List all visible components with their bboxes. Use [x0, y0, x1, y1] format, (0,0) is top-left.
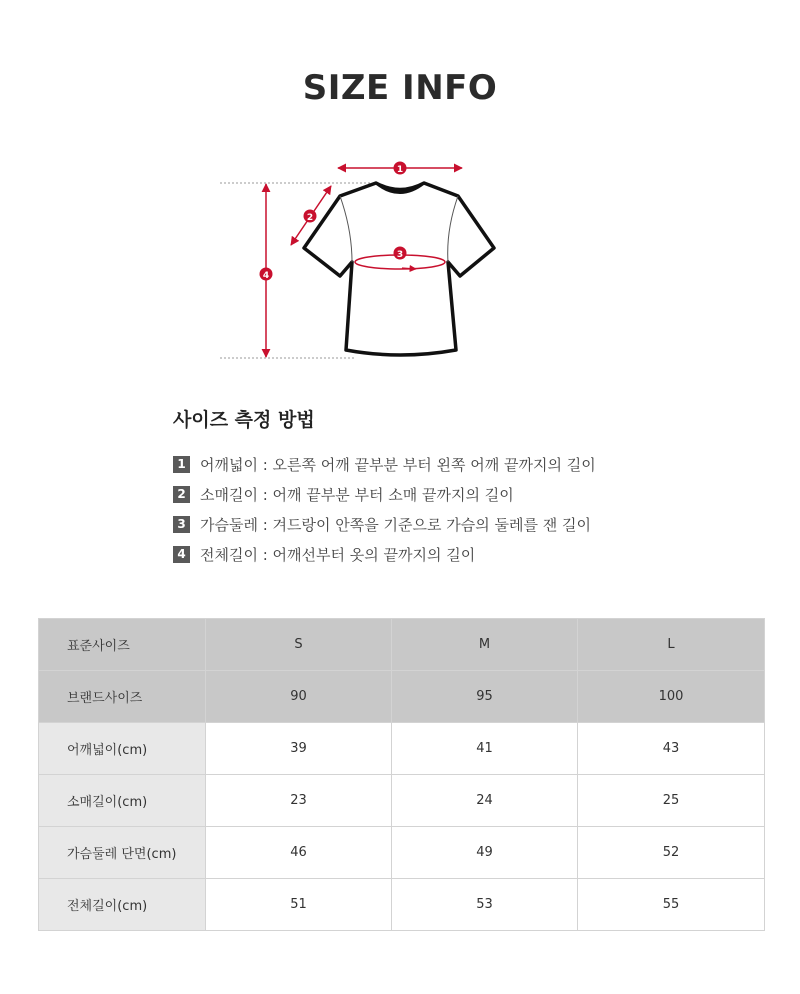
- howto-text: 어깨넓이 : 오른쪽 어깨 끝부분 부터 왼쪽 어깨 끝까지의 길이: [200, 455, 596, 474]
- table-cell: 95: [392, 671, 578, 723]
- table-cell: 49: [392, 827, 578, 879]
- table-cell: 43: [578, 723, 765, 775]
- table-cell: S: [206, 619, 392, 671]
- table-row-label: 소매길이(cm): [39, 775, 206, 827]
- table-cell: M: [392, 619, 578, 671]
- table-row: [39, 827, 765, 879]
- table-row-label: 전체길이(cm): [39, 879, 206, 931]
- table-row: [39, 671, 765, 723]
- table-cell: 52: [578, 827, 765, 879]
- number-badge: 1: [173, 456, 190, 473]
- table-row-label: 브랜드사이즈: [39, 671, 206, 723]
- howto-list: [173, 449, 596, 569]
- table-cell: 90: [206, 671, 392, 723]
- table-cell: 23: [206, 775, 392, 827]
- table-cell: L: [578, 619, 765, 671]
- howto-text: 소매길이 : 어깨 끝부분 부터 소매 끝까지의 길이: [200, 485, 514, 504]
- howto-item: [173, 509, 596, 539]
- table-cell: 24: [392, 775, 578, 827]
- tshirt-measurement-diagram: [200, 150, 510, 370]
- marker-3-label: 3: [396, 250, 404, 260]
- table-cell: 25: [578, 775, 765, 827]
- table-cell: 53: [392, 879, 578, 931]
- howto-item: [173, 479, 596, 509]
- table-row-label: 가슴둘레 단면(cm): [39, 827, 206, 879]
- table-row-label: 표준사이즈: [39, 619, 206, 671]
- table-cell: 39: [206, 723, 392, 775]
- marker-4-label: 4: [262, 271, 270, 281]
- size-table: [38, 618, 765, 931]
- number-badge: 4: [173, 546, 190, 563]
- page-title: SIZE INFO: [302, 68, 498, 108]
- number-badge: 3: [173, 516, 190, 533]
- table-cell: 46: [206, 827, 392, 879]
- table-header-row: [39, 619, 765, 671]
- marker-2-label: 2: [306, 213, 314, 223]
- howto-text: 전체길이 : 어깨선부터 옷의 끝까지의 길이: [200, 545, 476, 564]
- howto-item: [173, 449, 596, 479]
- table-row-label: 어깨넓이(cm): [39, 723, 206, 775]
- table-row: [39, 723, 765, 775]
- howto-text: 가슴둘레 : 겨드랑이 안쪽을 기준으로 가슴의 둘레를 잰 길이: [200, 515, 591, 534]
- table-cell: 51: [206, 879, 392, 931]
- number-badge: 2: [173, 486, 190, 503]
- howto-item: [173, 539, 596, 569]
- table-cell: 41: [392, 723, 578, 775]
- howto-heading: 사이즈 측정 방법: [173, 409, 315, 431]
- table-row: [39, 775, 765, 827]
- marker-1-label: 1: [396, 165, 404, 175]
- table-row: [39, 879, 765, 931]
- table-cell: 100: [578, 671, 765, 723]
- table-cell: 55: [578, 879, 765, 931]
